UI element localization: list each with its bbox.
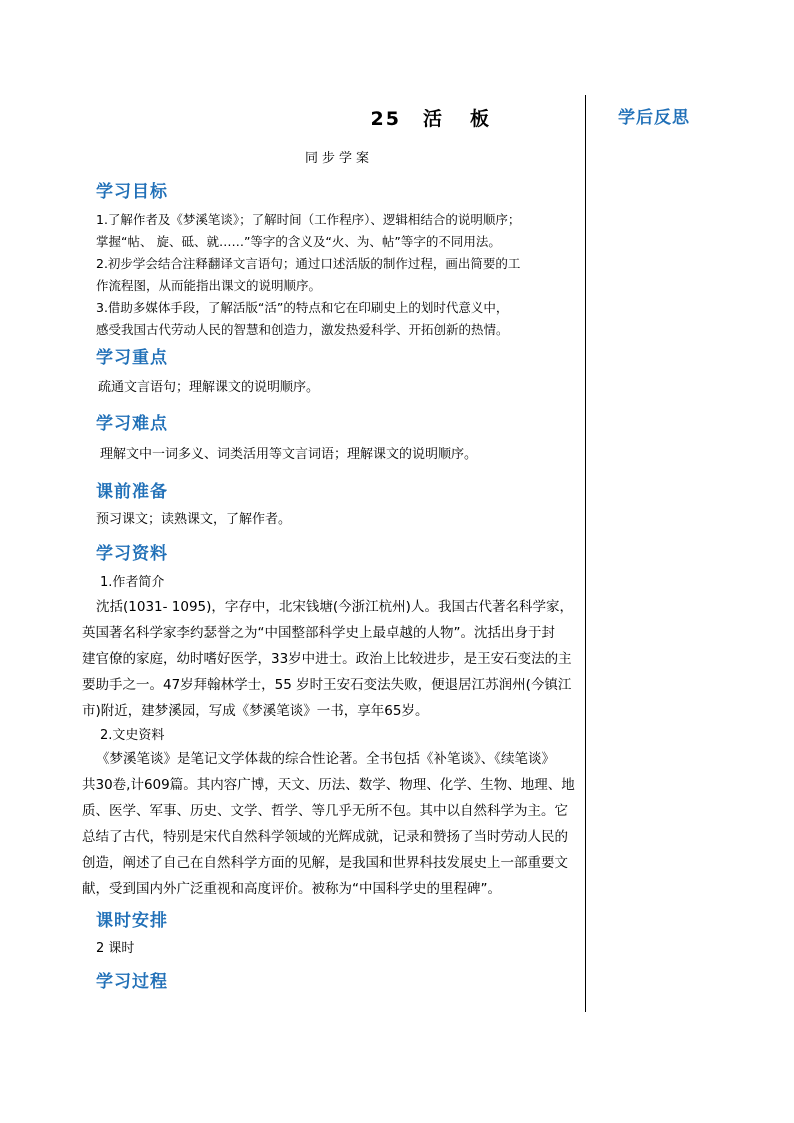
author-line: 沈括(1031- 1095)，字存中，北宋钱塘(今浙江杭州)人。我国古代著名科学家， xyxy=(96,599,573,615)
goals-list xyxy=(96,209,582,341)
title-char-2: 板 xyxy=(469,108,491,130)
author-line: 英国著名科学家李约瑟誉之为“中国整部科学史上最卓越的人物”。沈括出身于封 xyxy=(82,625,555,641)
title-char-1: 活 xyxy=(422,108,444,130)
lesson-subtitle xyxy=(96,147,582,166)
literature-label: 2.文史资料 xyxy=(100,728,165,743)
difficulty-text: 理解文中一词多义、词类活用等文言词语；理解课文的说明顺序。 xyxy=(100,447,478,462)
literature-line: 创造，阐述了自己在自然科学方面的见解，是我国和世界科技发展史上一部重要文 xyxy=(82,855,568,871)
author-line: 市)附近，建梦溪园，写成《梦溪笔谈》一书，享年65岁。 xyxy=(82,703,429,719)
goals-heading: 学习目标 xyxy=(96,182,168,202)
process-heading: 学习过程 xyxy=(96,972,168,992)
literature-line: 《梦溪笔谈》是笔记文学体裁的综合性论著。全书包括《补笔谈》、《续笔谈》 xyxy=(96,751,555,767)
goal-line: 感受我国古代劳动人民的智慧和创造力，激发热爱科学、开拓创新的热情。 xyxy=(96,322,509,337)
author-intro-text xyxy=(82,594,586,724)
goal-line: 作流程图，从而能指出课文的说明顺序。 xyxy=(96,278,322,293)
schedule-text: 2 课时 xyxy=(96,941,135,956)
author-line: 要助手之一。47岁拜翰林学士，55 岁时王安石变法失败，便退居江苏润州(今镇江 xyxy=(82,677,572,693)
materials-heading: 学习资料 xyxy=(96,544,168,564)
literature-line: 共30卷,计609篇。其内容广博，天文、历法、数学、物理、化学、生物、地理、地 xyxy=(82,777,575,793)
author-intro-label: 1.作者简介 xyxy=(100,575,165,590)
goal-line: 3.借助多媒体手段，了解活版“活”的特点和它在印刷史上的划时代意义中， xyxy=(96,300,509,315)
focus-text: 疏通文言语句；理解课文的说明顺序。 xyxy=(98,380,320,395)
goal-line: 2.初步学会结合注释翻译文言语句；通过口述活版的制作过程，画出简要的工 xyxy=(96,256,521,271)
literature-line: 献，受到国内外广泛重视和高度评价。被称为“中国科学史的里程碑”。 xyxy=(82,881,501,897)
literature-text xyxy=(82,746,586,902)
schedule-heading: 课时安排 xyxy=(96,911,168,931)
literature-line: 总结了古代，特别是宋代自然科学领域的光辉成就，记录和赞扬了当时劳动人民的 xyxy=(82,829,568,845)
lesson-number: 25 xyxy=(370,108,401,130)
difficulty-heading: 学习难点 xyxy=(96,414,168,434)
prep-text: 预习课文；读熟课文，了解作者。 xyxy=(96,512,292,527)
lesson-title xyxy=(96,104,491,131)
focus-heading: 学习重点 xyxy=(96,348,168,368)
reflection-column-title: 学后反思 xyxy=(618,108,690,128)
literature-line: 质、医学、军事、历史、文学、哲学、等几乎无所不包。其中以自然科学为主。它 xyxy=(82,803,568,819)
goal-line: 1.了解作者及《梦溪笔谈》；了解时间（工作程序）、逻辑相结合的说明顺序； xyxy=(96,212,521,227)
goal-line: 掌握“帖、 旋、砥、就……”等字的含义及“火、为、帖”等字的不同用法。 xyxy=(96,234,501,249)
prep-heading: 课前准备 xyxy=(96,482,168,502)
author-line: 建官僚的家庭，幼时嗜好医学，33岁中进士。政治上比较进步，是王安石变法的主 xyxy=(82,651,572,667)
subtitle-text: 同步学案 xyxy=(304,151,373,166)
